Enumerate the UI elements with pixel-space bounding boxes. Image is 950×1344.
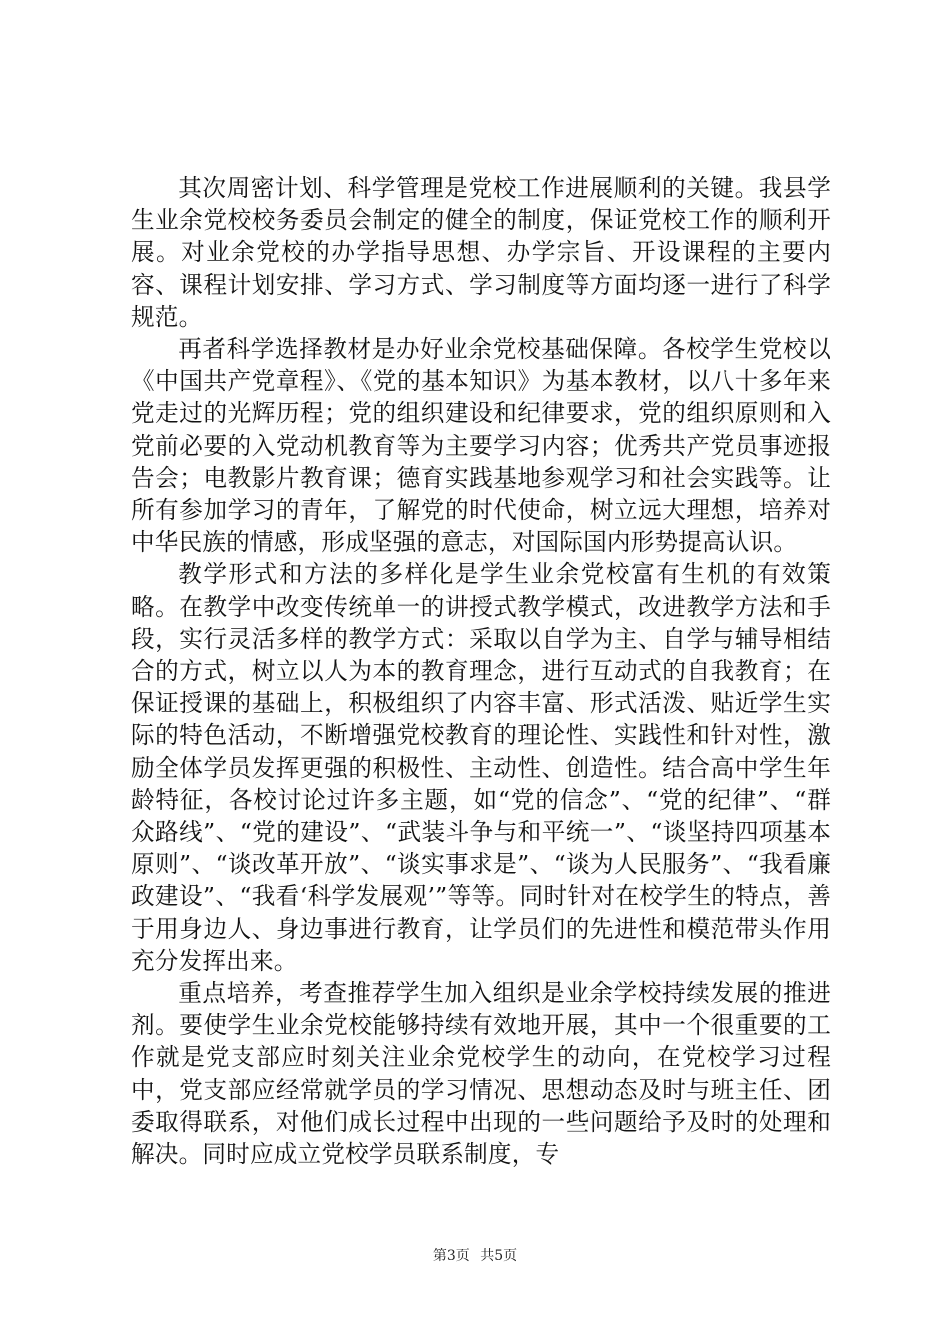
paragraph-planning: 其次周密计划、科学管理是党校工作进展顺利的关键。我县学生业余党校校务委员会制定的健全的制度，保证党校工作的顺利开展。对业余党校的办学指导思想、办学宗旨、开设课程的主要内容、课程计划安排、学习方式、学习制度等方面均逐一进行了科学规范。: [131, 174, 831, 331]
paragraph-training: 重点培养，考查推荐学生加入组织是业余学校持续发展的推进剂。要使学生业余党校能够持续有效地开展，其中一个很重要的工作就是党支部应时刻关注业余党校学生的动向，在党校学习过程中，党支部应经常就学员的学习情况、思想动态及时与班主任、团委取得联系，对他们成长过程中出现的一些问题给予及时的处理和解决。同时应成立党校学员联系制度，专: [131, 979, 831, 1169]
page-total: 共5页: [480, 1248, 518, 1264]
page-number: 第3页: [432, 1248, 470, 1264]
paragraph-teaching-methods: 教学形式和方法的多样化是学生业余党校富有生机的有效策略。在教学中改变传统单一的讲授式教学模式，改进教学方法和手段，实行灵活多样的教学方式：采取以自学为主、自学与辅导相结合的方式，树立以人为本的教育理念，进行互动式的自我教育；在保证授课的基础上，积极组织了内容丰富、形式活泼、贴近学生实际的特色活动，不断增强党校教育的理论性、实践性和针对性，激励全体学员发挥更强的积极性、主动性、创造性。结合高中学生年龄特征，各校讨论过许多主题，如“党的信念”、“党的纪律”、“群众路线”、“党的建设”、“武装斗争与和平统一”、“谈坚持四项基本原则”、“谈改革开放”、“谈实事求是”、“谈为人民服务”、“我看廉政建设”、“我看‘科学发展观’”等等。同时针对在校学生的特点，善于用身边人、身边事进行教育，让学员们的先进性和模范带头作用充分发挥出来。: [131, 560, 831, 975]
document-body: [131, 172, 831, 1170]
page-footer: [0, 1247, 950, 1265]
paragraph-textbooks: 再者科学选择教材是办好业余党校基础保障。各校学生党校以《中国共产党章程》、《党的基本知识》为基本教材，以八十多年来党走过的光辉历程；党的组织建设和纪律要求，党的组织原则和入党前必要的入党动机教育等为主要学习内容；优秀共产党员事迹报告会；电教影片教育课；德育实践基地参观学习和社会实践等。让所有参加学习的青年，了解党的时代使命，树立远大理想，培养对中华民族的情感，形成坚强的意志，对国际国内形势提高认识。: [131, 335, 831, 557]
